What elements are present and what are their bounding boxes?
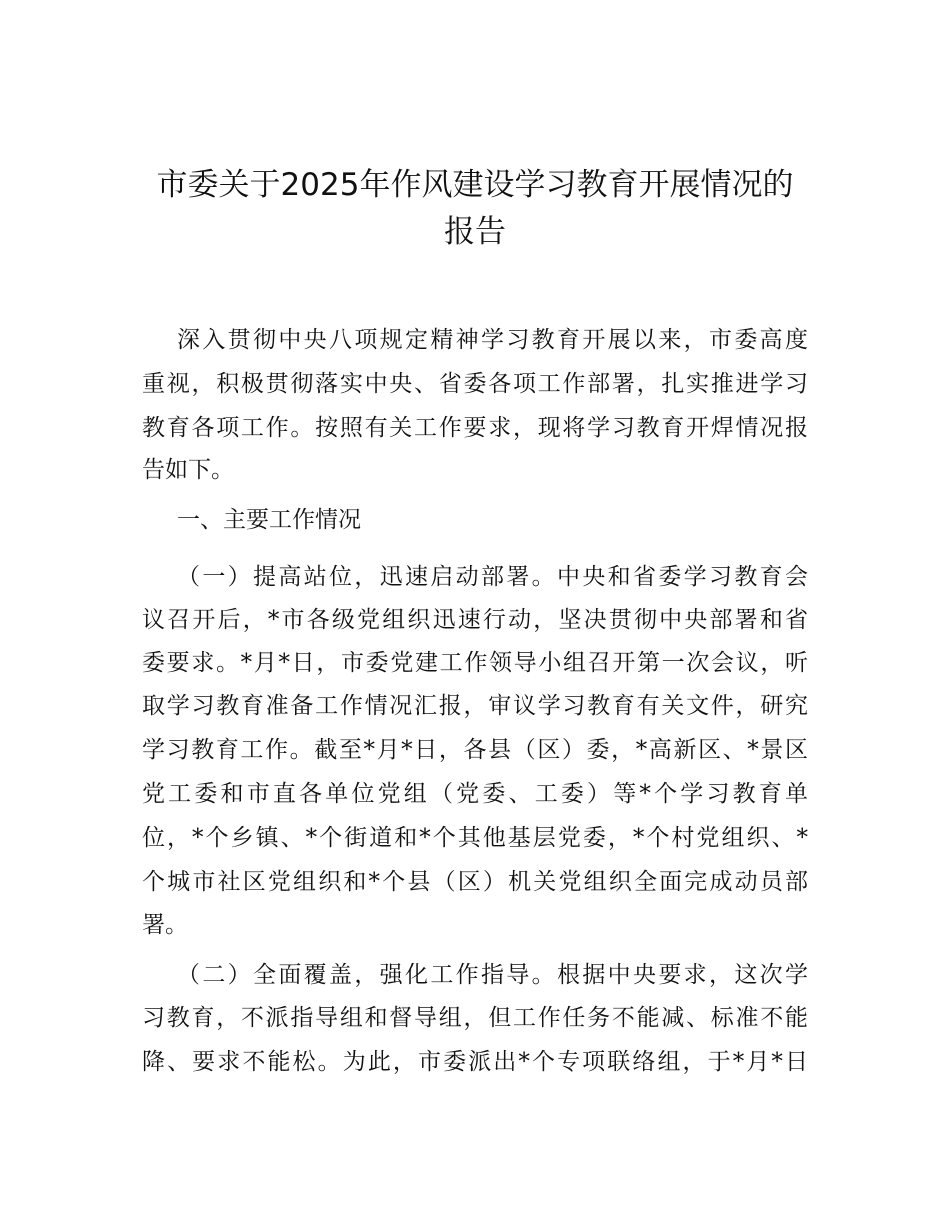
section-heading: 一、主要工作情况 [177, 507, 361, 533]
text-line: 位，*个乡镇、*个街道和*个其他基层党委，*个村党组织、* [142, 825, 808, 851]
text-line: 告如下。 [142, 457, 234, 483]
text-line: 个城市社区党组织和*个县（区）机关党组织全面完成动员部 [142, 869, 808, 895]
text-line: 署。 [142, 912, 188, 938]
text-line: 取学习教育准备工作情况汇报，审议学习教育有关文件，研究 [142, 693, 808, 719]
text-line: 降、要求不能松。为此，市委派出*个专项联络组，于*月*日 [142, 1049, 808, 1075]
document-title-line-1: 市委关于2025年作风建设学习教育开展情况的 [156, 167, 794, 203]
text-line: 教育各项工作。按照有关工作要求，现将学习教育开焊情况报 [142, 415, 808, 441]
text-line: 学习教育工作。截至*月*日，各县（区）委，*高新区、*景区 [142, 737, 808, 763]
text-line: 重视，积极贯彻落实中央、省委各项工作部署，扎实推进学习 [142, 371, 808, 397]
text-line: 习教育，不派指导组和督导组，但工作任务不能减、标准不能 [142, 1005, 808, 1031]
document-title-line-2: 报告 [444, 214, 506, 250]
text-line: 议召开后，*市各级党组织迅速行动，坚决贯彻中央部署和省 [142, 607, 808, 633]
text-line: （二）全面覆盖，强化工作指导。根据中央要求，这次学 [177, 962, 808, 988]
text-line: 深入贯彻中央八项规定精神学习教育开展以来，市委高度 [177, 327, 808, 353]
text-line: 党工委和市直各单位党组（党委、工委）等*个学习教育单 [142, 781, 808, 807]
text-line: （一）提高站位，迅速启动部署。中央和省委学习教育会 [177, 564, 808, 590]
text-line: 委要求。*月*日，市委党建工作领导小组召开第一次会议，听 [142, 650, 808, 676]
